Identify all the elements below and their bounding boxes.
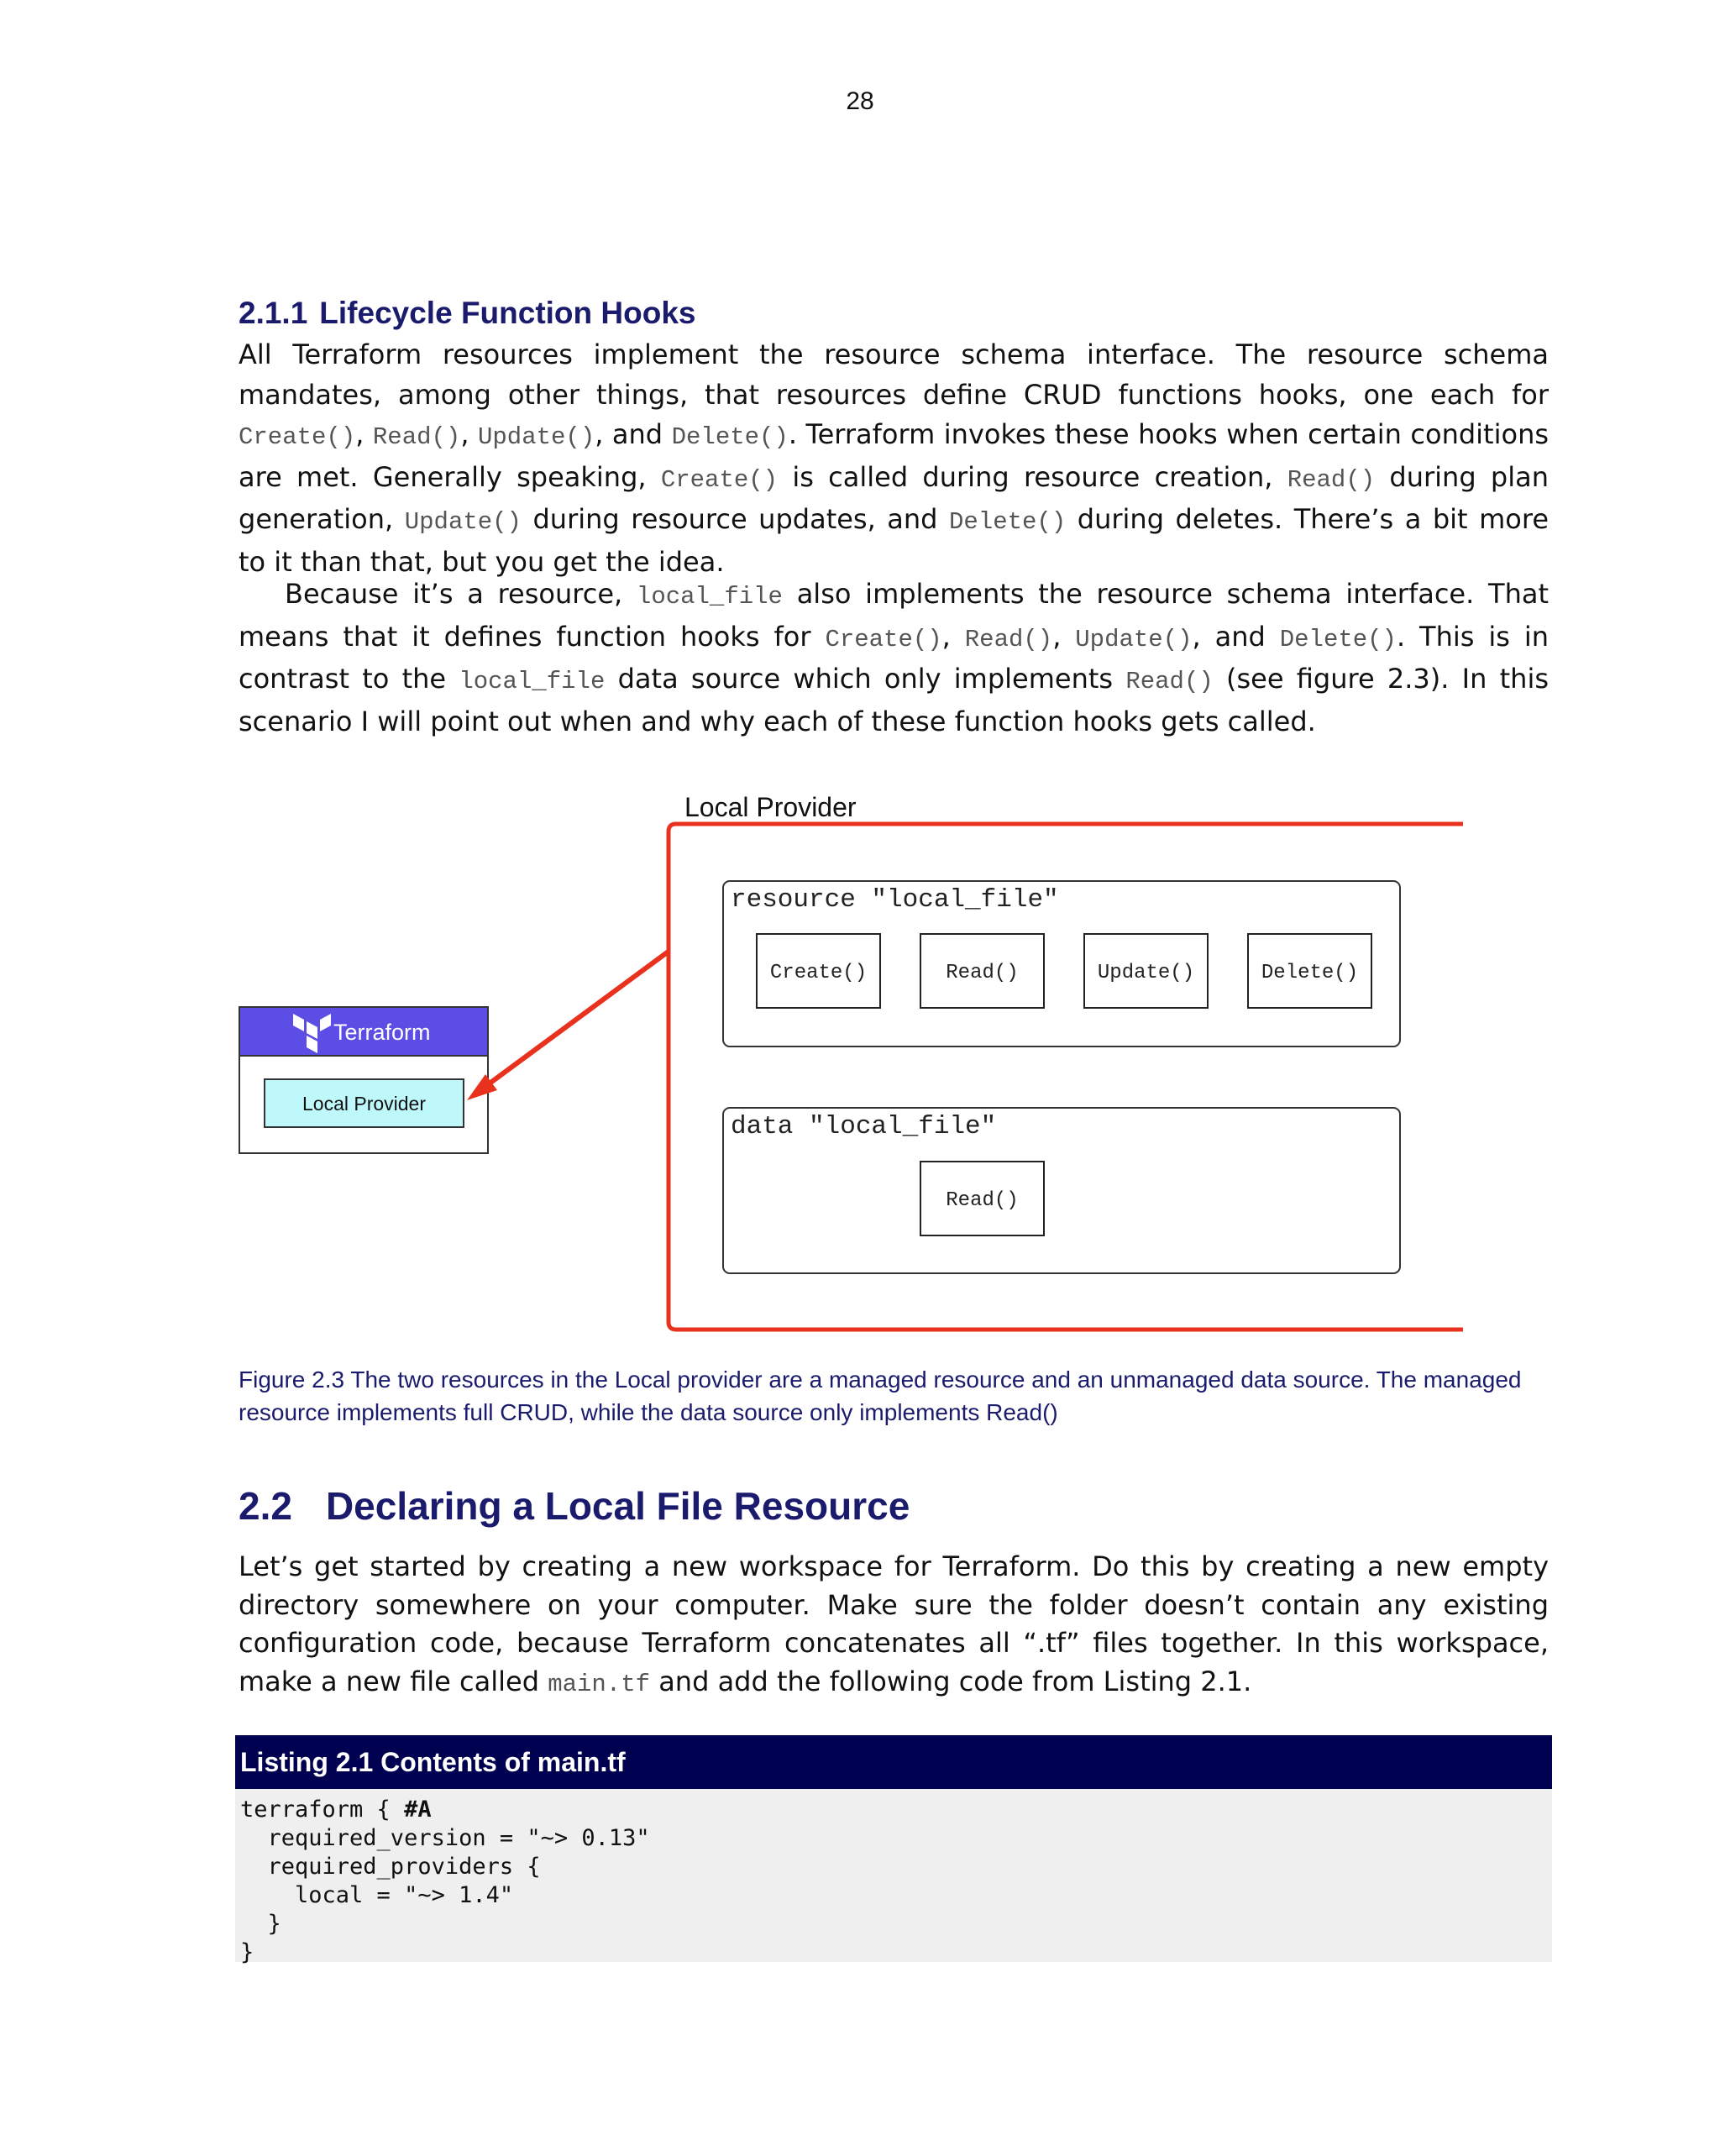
section-number: 2.1.1 bbox=[239, 296, 308, 330]
inline-code: Create() bbox=[660, 465, 779, 494]
inline-code: Delete() bbox=[949, 508, 1067, 536]
inline-code: Delete() bbox=[671, 423, 789, 451]
terraform-local-provider-label: Local Provider bbox=[302, 1093, 427, 1115]
text-run: , and bbox=[595, 418, 672, 450]
inline-code: local_file bbox=[459, 668, 606, 695]
text-run: , bbox=[460, 418, 478, 450]
text-run: . Terraform invokes these hooks when certain conditions are met. Generally speaking, bbox=[239, 418, 1550, 493]
text-run: is called during resource creation, bbox=[778, 460, 1287, 493]
inline-code: Create() bbox=[825, 625, 942, 653]
terraform-label: Terraform bbox=[333, 1020, 431, 1045]
code-line: } bbox=[240, 1939, 254, 1965]
function-label: Read() bbox=[946, 962, 1019, 984]
resource-function-create bbox=[757, 934, 880, 1008]
resource-box-label: resource "local_file" bbox=[731, 885, 1059, 915]
text-run: Because it’s a resource, bbox=[285, 578, 637, 610]
inline-code: main.tf bbox=[548, 1670, 651, 1698]
resource-function-update bbox=[1084, 934, 1208, 1008]
text-run: during resource updates, and bbox=[521, 503, 950, 535]
resource-function-delete bbox=[1248, 934, 1371, 1008]
text-run: during plan generation, bbox=[239, 460, 1549, 535]
text-run: data source which only implements bbox=[605, 663, 1126, 695]
inline-code: Read() bbox=[1125, 668, 1214, 695]
text-run: , bbox=[355, 418, 373, 450]
resource-function-read bbox=[920, 934, 1044, 1008]
inline-code: Create() bbox=[239, 423, 356, 451]
text-run: and add the following code from Listing 2.1. bbox=[650, 1665, 1252, 1697]
terraform-box bbox=[239, 1007, 488, 1153]
inline-code: Update() bbox=[1075, 625, 1193, 653]
section-title: Lifecycle Function Hooks bbox=[319, 296, 696, 330]
data-source-box-label: data "local_file" bbox=[731, 1112, 997, 1141]
text-run: . This is in contrast to the bbox=[239, 620, 1550, 695]
inline-code: Read() bbox=[372, 423, 461, 451]
inline-code: Update() bbox=[404, 508, 522, 536]
section-title: Declaring a Local File Resource bbox=[325, 1484, 910, 1528]
function-label: Create() bbox=[769, 962, 868, 984]
provider-label: Local Provider bbox=[684, 792, 857, 822]
inline-code: local_file bbox=[636, 583, 783, 611]
code-annotation: #A bbox=[404, 1797, 432, 1823]
text-run: (see figure 2.3). In this scenario I will point out when and why each of these function hooks gets called. bbox=[239, 663, 1549, 737]
inline-code: Read() bbox=[964, 625, 1053, 653]
data-function-read bbox=[920, 1162, 1044, 1235]
code-line: required_providers { bbox=[240, 1854, 541, 1880]
text-run: , and bbox=[1192, 620, 1280, 653]
text-run: All Terraform resources implement the resource schema interface. The resource schema mandates, among other things, that resources define CRUD functions hooks, one each for bbox=[239, 338, 1549, 411]
text-run: , bbox=[941, 620, 965, 653]
code-listing bbox=[235, 1789, 1552, 1965]
function-label: Update() bbox=[1097, 962, 1195, 984]
listing-title: Listing 2.1 Contents of main.tf bbox=[235, 1735, 1552, 1789]
inline-code: Delete() bbox=[1279, 625, 1397, 653]
text-run: , bbox=[1052, 620, 1076, 653]
figure-caption: Figure 2.3 The two resources in the Local provider are a managed resource and an unmanaged data source. The managed resource implements full CRUD, while the data source only implements Read() bbox=[239, 1367, 1522, 1425]
text-run: also implements the resource schema interface. That means that it defines function hooks for bbox=[239, 578, 1550, 653]
code-line: } bbox=[240, 1911, 281, 1937]
function-label: Read() bbox=[946, 1189, 1019, 1212]
inline-code: Update() bbox=[478, 423, 595, 451]
text-run: during deletes. There’s a bit more to it than that, but you get the idea. bbox=[239, 503, 1550, 578]
page-number: 28 bbox=[846, 87, 874, 115]
paragraph-workspace bbox=[239, 1548, 1549, 1703]
inline-code: Read() bbox=[1287, 465, 1376, 494]
function-label: Delete() bbox=[1261, 962, 1359, 984]
code-line: required_version = "~> 0.13" bbox=[240, 1825, 650, 1851]
text-run: Let’s get started by creating a new workspace for Terraform. Do this by creating a new empty directory somewhere on your computer. Make sure the folder doesn’t contain any existing configuration code, because Terraform concatenates all “.tf” files together. In this workspace, make a new file called bbox=[239, 1550, 1549, 1697]
section-heading-2-2 bbox=[239, 1483, 910, 1529]
section-number: 2.2 bbox=[239, 1484, 292, 1528]
code-line: terraform { #A bbox=[240, 1797, 432, 1823]
provider-arrow bbox=[484, 951, 669, 1088]
code-line: local = "~> 1.4" bbox=[240, 1882, 514, 1908]
